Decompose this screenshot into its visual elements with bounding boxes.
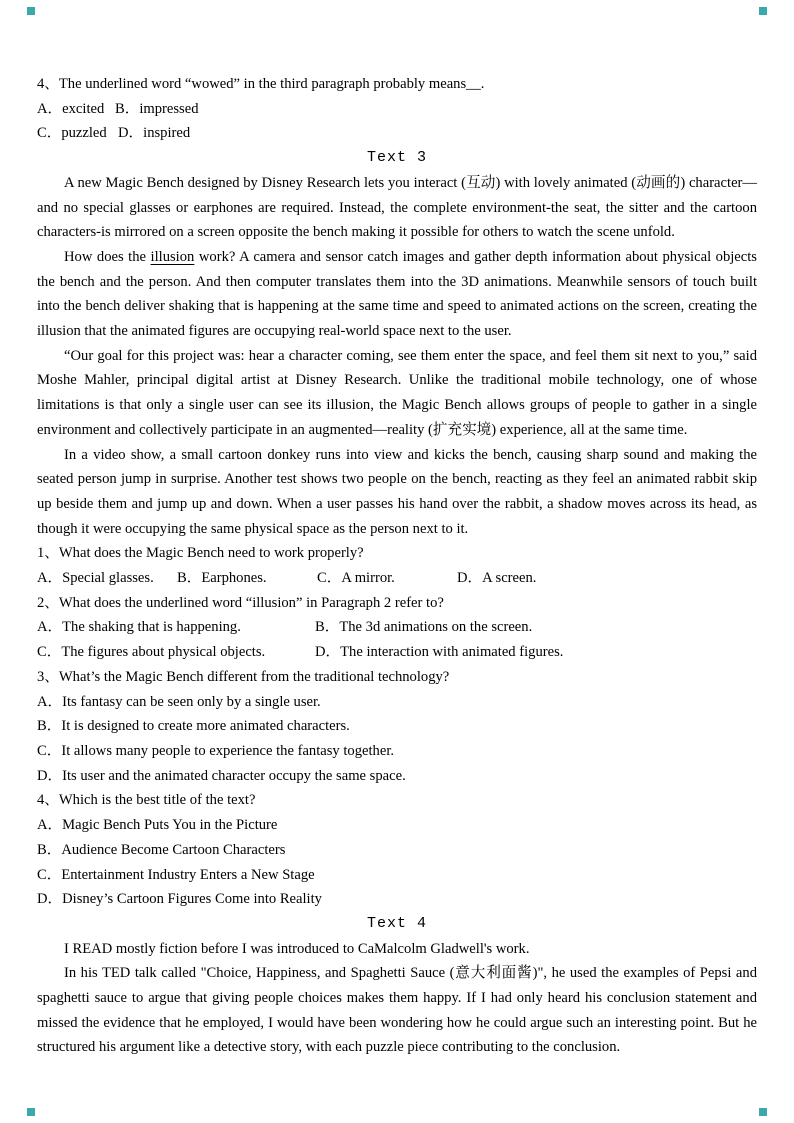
question-2-options-row-2 — [37, 640, 757, 665]
text3-paragraph-3: “Our goal for this project was: hear a character coming, see them enter the space, and feel them sit next to you,” said Moshe Mahler, principal digital artist at Disney Research. Unlike the traditional mobile technology, one of whose limitations is that only a single user can see its illusion, the Magic Bench allows groups of people to gather in a single environment and collectively participate in an augmented—reality (扩充实境) experience, all at the same time. — [37, 347, 757, 438]
answer-option: D．A screen. — [457, 570, 537, 587]
question-3-stem: 3、What’s the Magic Bench different from the traditional technology? — [37, 668, 450, 685]
question-4-stem: 4、Which is the best title of the text? — [37, 792, 256, 809]
prev-question-stem: 4、The underlined word “wowed” in the third paragraph probably means__. — [37, 76, 485, 92]
prev-question-options-row-2 — [37, 121, 757, 146]
answer-option: A．Its fantasy can be seen only by a single user. — [37, 693, 321, 710]
answer-option: B．Earphones. — [177, 570, 267, 587]
text4-paragraph-2: In his TED talk called "Choice, Happiness, and Spaghetti Sauce (意大利面酱)", he used the examples of Pepsi and spaghetti sauce to argue that giving people choices makes them happy. If I had only heard his conclusion statement and missed the evidence that he employed, I would have been wondering how he could argue such an interesting point. But he structured his argument like a detective story, with each puzzle piece contributing to the conclusion. — [37, 965, 757, 1056]
answer-option: C．puzzled — [37, 125, 107, 142]
text3-heading: Text 3 — [366, 149, 427, 167]
question-1-options — [37, 566, 757, 591]
answer-option: A．The shaking that is happening. — [37, 619, 241, 636]
prev-question-options-row-1 — [37, 97, 757, 122]
answer-option: B．impressed — [115, 100, 199, 117]
answer-option: A．Magic Bench Puts You in the Picture — [37, 817, 278, 834]
text3-paragraph-1: A new Magic Bench designed by Disney Research lets you interact (互动) with lovely animated (动画的) character—and no special glasses or earphones are required. Instead, the complete environment-the seat, the sitter and the cartoon characters-is mirrored on a screen opposite the bench making it possible for others to watch the scene unfold. — [37, 174, 757, 241]
answer-option: C．A mirror. — [317, 570, 395, 587]
question-2-options-row-1 — [37, 615, 757, 640]
answer-option: C．The figures about physical objects. — [37, 644, 266, 661]
answer-option: B．Audience Become Cartoon Characters — [37, 841, 286, 858]
paragraph-text: work? A camera and sensor catch images and gather depth information about physical objects the bench and the person. And then computer translates them into the 3D animations. Meanwhile sensors of touch built into the bench deliver shaking that is happening at the same time and speed to animated actions on the screen, creating the illusion that the animated figures are occupying real-world space next to the user. — [37, 248, 757, 340]
answer-option: D．Its user and the animated character occupy the same space. — [37, 767, 406, 784]
corner-mark — [759, 1108, 767, 1116]
corner-mark — [27, 7, 35, 15]
answer-option: B．The 3d animations on the screen. — [315, 619, 533, 636]
corner-mark — [759, 7, 767, 15]
question-2-stem: 2、What does the underlined word “illusion” in Paragraph 2 refer to? — [37, 594, 444, 611]
text3-paragraph-2 — [37, 245, 757, 344]
answer-option: C．It allows many people to experience the fantasy together. — [37, 742, 395, 759]
document-page — [37, 72, 757, 1060]
answer-option: A．excited — [37, 100, 105, 117]
answer-option: C．Entertainment Industry Enters a New Stage — [37, 866, 315, 883]
question-1-stem: 1、What does the Magic Bench need to work properly? — [37, 545, 364, 562]
paragraph-text: How does the — [64, 248, 151, 265]
answer-option: D．inspired — [118, 125, 191, 142]
corner-mark — [27, 1108, 35, 1116]
answer-option: D．The interaction with animated figures. — [315, 644, 564, 661]
answer-option: B．It is designed to create more animated characters. — [37, 718, 350, 735]
text3-paragraph-4: In a video show, a small cartoon donkey runs into view and kicks the bench, causing sharp sound and making the seated person jump in surprise. Another test shows two people on the bench, reacting as they feel an animated rabbit skip up beside them and jump up and down. When a user passes his hand over the rabbit, a shadow moves across its head, as though it were occupying the same physical space as the person next to it. — [37, 446, 757, 537]
answer-option: D．Disney’s Cartoon Figures Come into Reality — [37, 891, 322, 908]
underlined-word: illusion — [150, 248, 195, 265]
text4-paragraph-1: I READ mostly fiction before I was introduced to CaMalcolm Gladwell's work. — [64, 940, 530, 957]
answer-option: A．Special glasses. — [37, 570, 154, 587]
text4-heading: Text 4 — [366, 914, 427, 932]
